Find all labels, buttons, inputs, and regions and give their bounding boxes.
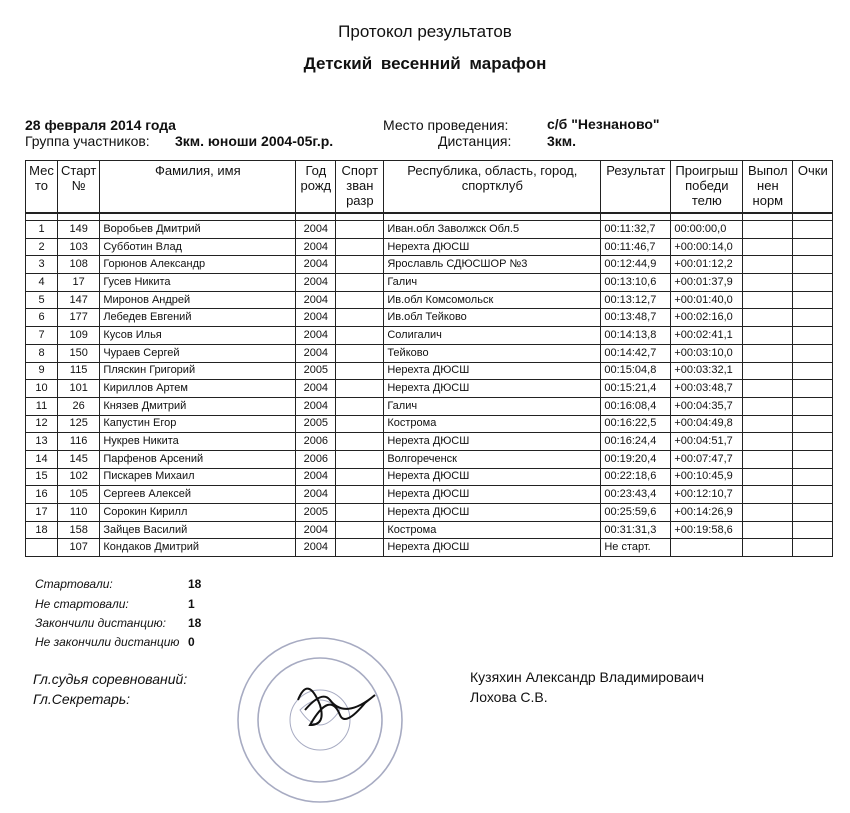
cell-points	[793, 221, 833, 239]
cell-rank	[336, 380, 384, 398]
cell-gap: +00:14:26,9	[671, 504, 743, 522]
cell-result: 00:15:21,4	[601, 380, 671, 398]
cell-norm	[743, 238, 793, 256]
cell-bib: 101	[58, 380, 100, 398]
cell-gap: +00:12:10,7	[671, 486, 743, 504]
cell-gap: +00:01:40,0	[671, 291, 743, 309]
cell-club: Нерехта ДЮСШ	[384, 468, 601, 486]
cell-bib: 102	[58, 468, 100, 486]
cell-gap: +00:00:14,0	[671, 238, 743, 256]
cell-gap: +00:03:48,7	[671, 380, 743, 398]
cell-place: 5	[26, 291, 58, 309]
cell-bib: 108	[58, 256, 100, 274]
cell-result: 00:15:04,8	[601, 362, 671, 380]
cell-gap: +00:03:10,0	[671, 344, 743, 362]
cell-place: 8	[26, 344, 58, 362]
cell-norm	[743, 486, 793, 504]
cell-name: Миронов Андрей	[100, 291, 296, 309]
table-row	[26, 397, 833, 415]
cell-gap: +00:04:49,8	[671, 415, 743, 433]
cell-year: 2004	[296, 344, 336, 362]
cell-norm	[743, 433, 793, 451]
cell-club: Нерехта ДЮСШ	[384, 433, 601, 451]
table-row	[26, 433, 833, 451]
cell-club: Галич	[384, 274, 601, 292]
cell-place: 7	[26, 327, 58, 345]
cell-place: 3	[26, 256, 58, 274]
official-stamp	[220, 630, 420, 805]
table-row	[26, 539, 833, 557]
distance-value: 3км.	[547, 133, 577, 149]
cell-rank	[336, 468, 384, 486]
cell-name: Пискарев Михаил	[100, 468, 296, 486]
cell-club: Ив.обл Тейково	[384, 309, 601, 327]
cell-gap: +00:02:16,0	[671, 309, 743, 327]
results-table	[25, 160, 833, 557]
venue-value: с/б "Незнаново"	[547, 116, 660, 132]
cell-rank	[336, 486, 384, 504]
cell-name: Лебедев Евгений	[100, 309, 296, 327]
table-row	[26, 256, 833, 274]
cell-club: Иван.обл Заволжск Обл.5	[384, 221, 601, 239]
cell-gap: +00:02:41,1	[671, 327, 743, 345]
table-row	[26, 221, 833, 239]
table-row	[26, 504, 833, 522]
cell-year: 2004	[296, 468, 336, 486]
cell-norm	[743, 397, 793, 415]
cell-points	[793, 468, 833, 486]
cell-rank	[336, 309, 384, 327]
cell-rank	[336, 238, 384, 256]
cell-name: Субботин Влад	[100, 238, 296, 256]
cell-result: 00:31:31,3	[601, 521, 671, 539]
cell-result: 00:16:24,4	[601, 433, 671, 451]
cell-result: 00:13:10,6	[601, 274, 671, 292]
cell-bib: 145	[58, 450, 100, 468]
cell-result: Не старт.	[601, 539, 671, 557]
cell-place: 11	[26, 397, 58, 415]
summary-label: Не стартовали:	[35, 597, 129, 611]
cell-place: 18	[26, 521, 58, 539]
table-row	[26, 486, 833, 504]
cell-place: 10	[26, 380, 58, 398]
table-row	[26, 309, 833, 327]
cell-club: Нерехта ДЮСШ	[384, 380, 601, 398]
cell-place: 4	[26, 274, 58, 292]
cell-points	[793, 504, 833, 522]
cell-name: Сергеев Алексей	[100, 486, 296, 504]
cell-year: 2004	[296, 221, 336, 239]
cell-name: Зайцев Василий	[100, 521, 296, 539]
cell-norm	[743, 521, 793, 539]
table-row	[26, 468, 833, 486]
cell-bib: 17	[58, 274, 100, 292]
cell-club: Кострома	[384, 521, 601, 539]
cell-name: Гусев Никита	[100, 274, 296, 292]
cell-points	[793, 397, 833, 415]
cell-place: 9	[26, 362, 58, 380]
cell-norm	[743, 468, 793, 486]
cell-year: 2005	[296, 504, 336, 522]
cell-rank	[336, 344, 384, 362]
cell-bib: 109	[58, 327, 100, 345]
cell-rank	[336, 521, 384, 539]
cell-norm	[743, 504, 793, 522]
cell-name: Кусов Илья	[100, 327, 296, 345]
cell-result: 00:13:48,7	[601, 309, 671, 327]
cell-year: 2006	[296, 433, 336, 451]
cell-place: 15	[26, 468, 58, 486]
cell-gap: +00:03:32,1	[671, 362, 743, 380]
header-spacer-row	[26, 213, 833, 221]
cell-norm	[743, 362, 793, 380]
cell-result: 00:23:43,4	[601, 486, 671, 504]
cell-club: Нерехта ДЮСШ	[384, 539, 601, 557]
cell-gap: +00:19:58,6	[671, 521, 743, 539]
cell-bib: 105	[58, 486, 100, 504]
cell-year: 2004	[296, 256, 336, 274]
cell-rank	[336, 450, 384, 468]
venue-label: Место проведения:	[383, 117, 509, 133]
cell-rank	[336, 256, 384, 274]
cell-rank	[336, 433, 384, 451]
cell-result: 00:11:32,7	[601, 221, 671, 239]
signature-scribble	[298, 689, 375, 725]
summary-label: Стартовали:	[35, 577, 113, 591]
cell-name: Сорокин Кирилл	[100, 504, 296, 522]
cell-bib: 149	[58, 221, 100, 239]
cell-name: Чураев Сергей	[100, 344, 296, 362]
col-header-bib: Старт №	[58, 161, 100, 214]
cell-place: 1	[26, 221, 58, 239]
cell-points	[793, 450, 833, 468]
event-name: Детский весенний марафон	[303, 54, 547, 73]
cell-year: 2004	[296, 521, 336, 539]
cell-norm	[743, 274, 793, 292]
cell-bib: 177	[58, 309, 100, 327]
cell-rank	[336, 415, 384, 433]
table-row	[26, 362, 833, 380]
table-row	[26, 521, 833, 539]
cell-rank	[336, 221, 384, 239]
cell-result: 00:13:12,7	[601, 291, 671, 309]
table-row	[26, 274, 833, 292]
cell-club: Нерехта ДЮСШ	[384, 362, 601, 380]
cell-result: 00:14:13,8	[601, 327, 671, 345]
cell-club: Ив.обл Комсомольск	[384, 291, 601, 309]
cell-bib: 26	[58, 397, 100, 415]
cell-year: 2004	[296, 309, 336, 327]
chief-judge-label: Гл.судья соревнований:	[33, 671, 188, 687]
cell-name: Воробьев Дмитрий	[100, 221, 296, 239]
summary-value: 18	[188, 577, 202, 591]
summary-value: 0	[188, 635, 195, 649]
distance-label: Дистанция:	[438, 133, 512, 149]
cell-place: 12	[26, 415, 58, 433]
cell-points	[793, 539, 833, 557]
cell-club: Тейково	[384, 344, 601, 362]
table-row	[26, 415, 833, 433]
cell-name: Князев Дмитрий	[100, 397, 296, 415]
event-date: 28 февраля 2014 года	[25, 117, 176, 133]
cell-points	[793, 327, 833, 345]
cell-club: Волгореченск	[384, 450, 601, 468]
cell-club: Нерехта ДЮСШ	[384, 238, 601, 256]
cell-points	[793, 309, 833, 327]
group-value: 3км. юноши 2004-05г.р.	[175, 133, 334, 149]
cell-year: 2004	[296, 539, 336, 557]
table-row	[26, 327, 833, 345]
cell-norm	[743, 309, 793, 327]
cell-club: Нерехта ДЮСШ	[384, 486, 601, 504]
cell-rank	[336, 504, 384, 522]
table-row	[26, 380, 833, 398]
cell-points	[793, 291, 833, 309]
cell-bib: 158	[58, 521, 100, 539]
cell-rank	[336, 274, 384, 292]
cell-name: Пляскин Григорий	[100, 362, 296, 380]
cell-year: 2005	[296, 415, 336, 433]
cell-rank	[336, 327, 384, 345]
cell-club: Галич	[384, 397, 601, 415]
cell-place: 16	[26, 486, 58, 504]
cell-result: 00:14:42,7	[601, 344, 671, 362]
chief-judge-name: Кузяхин Александр Владимироваич	[470, 669, 705, 685]
cell-rank	[336, 291, 384, 309]
cell-points	[793, 344, 833, 362]
table-header-row	[26, 161, 833, 214]
cell-year: 2004	[296, 327, 336, 345]
summary-label: Не закончили дистанцию	[35, 635, 180, 649]
table-row	[26, 344, 833, 362]
cell-year: 2006	[296, 450, 336, 468]
cell-rank	[336, 397, 384, 415]
cell-points	[793, 380, 833, 398]
cell-points	[793, 521, 833, 539]
col-header-rank: Спорт зван разр	[336, 161, 384, 214]
cell-rank	[336, 362, 384, 380]
cell-club: Кострома	[384, 415, 601, 433]
cell-name: Кириллов Артем	[100, 380, 296, 398]
col-header-points: Очки	[793, 161, 833, 214]
secretary-label: Гл.Секретарь:	[33, 691, 131, 707]
cell-name: Нукрев Никита	[100, 433, 296, 451]
cell-points	[793, 256, 833, 274]
cell-name: Парфенов Арсений	[100, 450, 296, 468]
cell-gap: +00:10:45,9	[671, 468, 743, 486]
cell-bib: 125	[58, 415, 100, 433]
cell-place: 14	[26, 450, 58, 468]
cell-place: 17	[26, 504, 58, 522]
cell-points	[793, 433, 833, 451]
cell-club: Солигалич	[384, 327, 601, 345]
cell-result: 00:25:59,6	[601, 504, 671, 522]
cell-norm	[743, 291, 793, 309]
cell-year: 2004	[296, 486, 336, 504]
cell-points	[793, 238, 833, 256]
cell-gap: +00:04:35,7	[671, 397, 743, 415]
cell-name: Кондаков Дмитрий	[100, 539, 296, 557]
cell-place: 2	[26, 238, 58, 256]
cell-norm	[743, 380, 793, 398]
cell-bib: 116	[58, 433, 100, 451]
cell-norm	[743, 221, 793, 239]
col-header-norm: Выпол нен норм	[743, 161, 793, 214]
col-header-place: Мес то	[26, 161, 58, 214]
col-header-year: Год рожд	[296, 161, 336, 214]
cell-norm	[743, 344, 793, 362]
cell-norm	[743, 539, 793, 557]
col-header-gap: Проигрыш победи телю	[671, 161, 743, 214]
cell-year: 2004	[296, 238, 336, 256]
cell-place: 6	[26, 309, 58, 327]
cell-result: 00:12:44,9	[601, 256, 671, 274]
cell-bib: 103	[58, 238, 100, 256]
cell-points	[793, 274, 833, 292]
table-row	[26, 238, 833, 256]
table-row	[26, 450, 833, 468]
cell-norm	[743, 327, 793, 345]
protocol-title: Протокол результатов	[338, 22, 512, 41]
cell-year: 2004	[296, 380, 336, 398]
col-header-name: Фамилия, имя	[100, 161, 296, 214]
cell-points	[793, 415, 833, 433]
cell-gap: +00:07:47,7	[671, 450, 743, 468]
cell-gap	[671, 539, 743, 557]
cell-norm	[743, 256, 793, 274]
cell-result: 00:16:22,5	[601, 415, 671, 433]
cell-bib: 150	[58, 344, 100, 362]
col-header-result: Результат	[601, 161, 671, 214]
cell-norm	[743, 415, 793, 433]
summary-value: 18	[188, 616, 202, 630]
cell-place	[26, 539, 58, 557]
cell-name: Горюнов Александр	[100, 256, 296, 274]
cell-bib: 115	[58, 362, 100, 380]
cell-gap: 00:00:00,0	[671, 221, 743, 239]
cell-year: 2004	[296, 397, 336, 415]
cell-bib: 107	[58, 539, 100, 557]
cell-result: 00:19:20,4	[601, 450, 671, 468]
cell-year: 2004	[296, 274, 336, 292]
cell-year: 2005	[296, 362, 336, 380]
cell-points	[793, 362, 833, 380]
secretary-name: Лохова С.В.	[470, 689, 548, 705]
cell-result: 00:22:18,6	[601, 468, 671, 486]
cell-result: 00:16:08,4	[601, 397, 671, 415]
col-header-club: Республика, область, город, спортклуб	[384, 161, 601, 214]
cell-place: 13	[26, 433, 58, 451]
cell-rank	[336, 539, 384, 557]
cell-points	[793, 486, 833, 504]
cell-gap: +00:04:51,7	[671, 433, 743, 451]
cell-club: Нерехта ДЮСШ	[384, 504, 601, 522]
cell-club: Ярославль СДЮСШОР №3	[384, 256, 601, 274]
cell-result: 00:11:46,7	[601, 238, 671, 256]
cell-bib: 147	[58, 291, 100, 309]
summary-value: 1	[188, 597, 195, 611]
cell-year: 2004	[296, 291, 336, 309]
cell-name: Капустин Егор	[100, 415, 296, 433]
cell-norm	[743, 450, 793, 468]
cell-bib: 110	[58, 504, 100, 522]
table-row	[26, 291, 833, 309]
cell-gap: +00:01:37,9	[671, 274, 743, 292]
cell-gap: +00:01:12,2	[671, 256, 743, 274]
group-label: Группа участников:	[25, 133, 150, 149]
summary-label: Закончили дистанцию:	[35, 616, 166, 630]
